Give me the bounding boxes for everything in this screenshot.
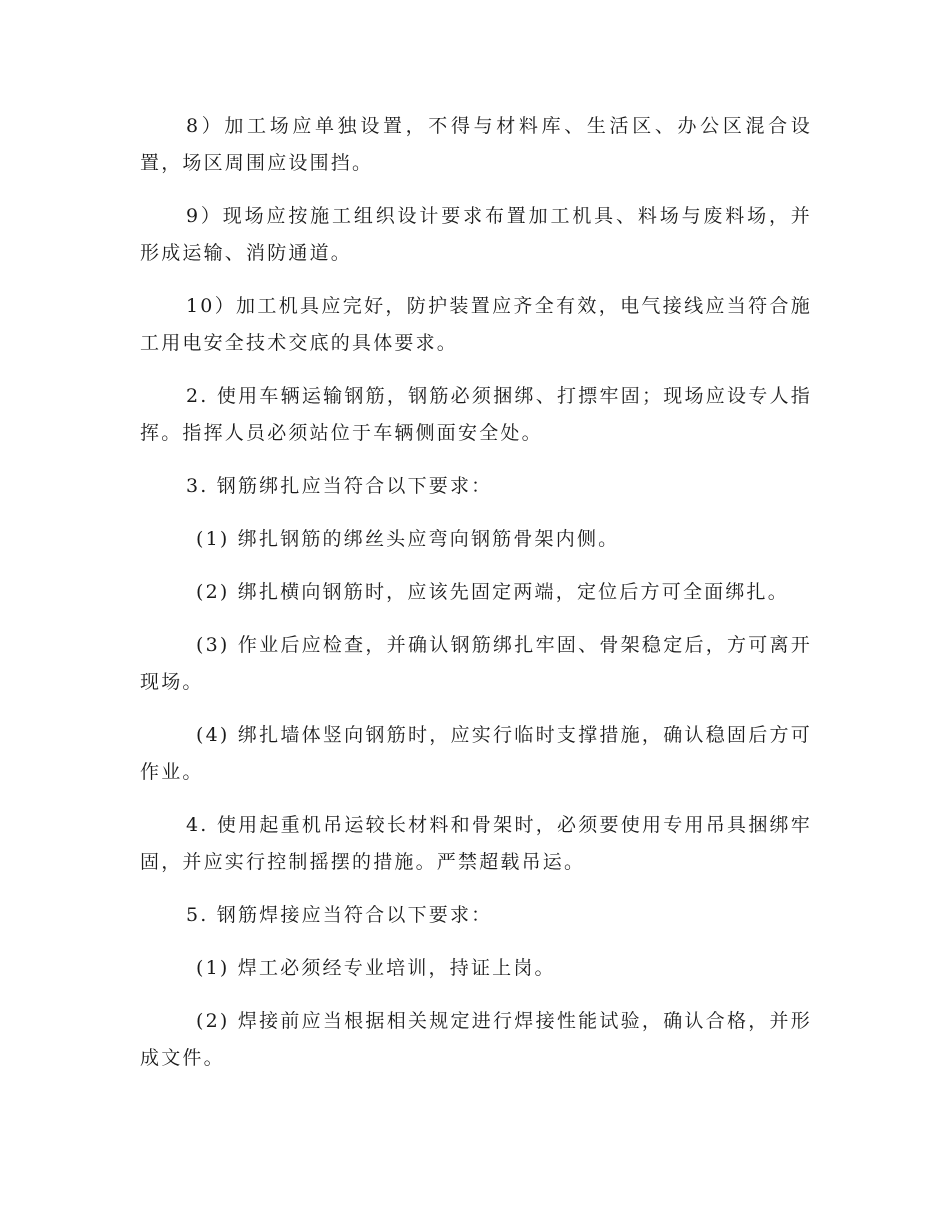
paragraph-3-1: (1) 绑扎钢筋的绑丝头应弯向钢筋骨架内侧。 [196,528,620,550]
paragraph-3-2: (2) 绑扎横向钢筋时，应该先固定两端，定位后方可全面绑扎。 [196,581,789,603]
paragraph-5: 5. 钢筋焊接应当符合以下要求： [186,904,493,926]
paragraph-8: 8）加工场应单独设置，不得与材料库、生活区、办公区混合设置，场区周围应设围挡。 [140,115,812,174]
paragraph-2: 2. 使用车辆运输钢筋，钢筋必须捆绑、打摽牢固；现场应设专人指挥。指挥人员必须站位于车辆侧面安全处。 [140,385,812,444]
paragraph-10: 10）加工机具应完好，防护装置应齐全有效，电气接线应当符合施工用电安全技术交底的具体要求。 [140,295,812,354]
paragraph-5-1: (1) 焊工必须经专业培训，持证上岗。 [196,957,556,979]
paragraph-9: 9）现场应按施工组织设计要求布置加工机具、料场与废料场，并形成运输、消防通道。 [140,205,812,264]
document-body [140,108,812,1093]
paragraph-4: 4. 使用起重机吊运较长材料和骨架时，必须要使用专用吊具捆绑牢固，并应实行控制摇摆的措施。严禁超载吊运。 [140,814,812,873]
paragraph-3-4: (4) 绑扎墙体竖向钢筋时，应实行临时支撑措施，确认稳固后方可作业。 [140,724,812,783]
paragraph-3-3: (3) 作业后应检查，并确认钢筋绑扎牢固、骨架稳定后，方可离开现场。 [140,634,812,693]
paragraph-3: 3. 钢筋绑扎应当符合以下要求： [186,475,493,497]
paragraph-5-2: (2) 焊接前应当根据相关规定进行焊接性能试验，确认合格，并形成文件。 [140,1010,812,1069]
